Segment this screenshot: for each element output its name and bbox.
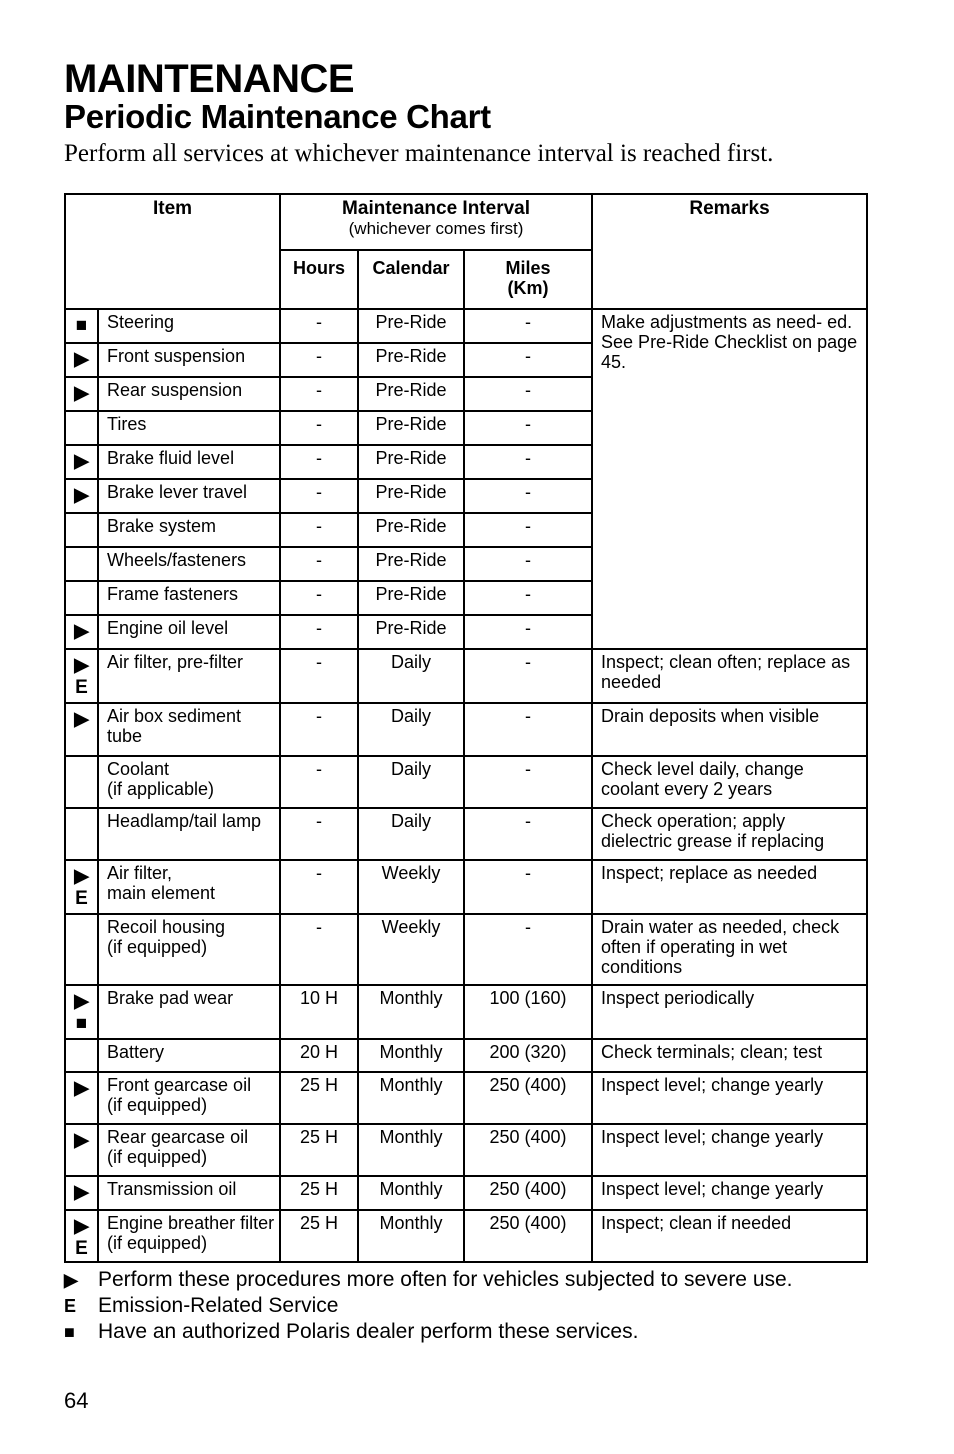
row-remarks: Inspect; replace as needed xyxy=(592,860,867,914)
row-calendar: Pre-Ride xyxy=(358,615,464,649)
row-hours: - xyxy=(280,860,358,914)
row-calendar: Pre-Ride xyxy=(358,377,464,411)
row-miles: 250 (400) xyxy=(464,1210,592,1262)
row-remarks: Make adjustments as need- ed. See Pre-Ride Checklist on page 45. xyxy=(592,309,867,649)
row-item: Steering xyxy=(98,309,280,343)
row-miles: - xyxy=(464,860,592,914)
row-remarks: Check operation; apply dielectric grease if replacing xyxy=(592,808,867,860)
row-hours: 20 H xyxy=(280,1039,358,1072)
row-calendar: Daily xyxy=(358,756,464,808)
row-item: Battery xyxy=(98,1039,280,1072)
row-item: Brake lever travel xyxy=(98,479,280,513)
row-miles: 250 (400) xyxy=(464,1124,592,1176)
row-calendar: Daily xyxy=(358,703,464,756)
row-calendar: Pre-Ride xyxy=(358,547,464,581)
row-remarks: Inspect; clean if needed xyxy=(592,1210,867,1262)
row-item: Headlamp/tail lamp xyxy=(98,808,280,860)
header-remarks: Remarks xyxy=(592,194,867,309)
row-hours: - xyxy=(280,547,358,581)
table-row xyxy=(65,914,867,985)
row-hours: - xyxy=(280,479,358,513)
legend-text: Have an authorized Polaris dealer perform these services. xyxy=(98,1320,639,1343)
table-row xyxy=(65,649,867,703)
row-miles: 100 (160) xyxy=(464,985,592,1039)
row-item: Front gearcase oil (if equipped) xyxy=(98,1072,280,1124)
row-hours: - xyxy=(280,615,358,649)
legend-symbol: ▶ xyxy=(64,1270,78,1290)
header-interval-note: (whichever comes first) xyxy=(348,219,524,238)
row-mark: ▶ xyxy=(74,1130,89,1151)
intro-text: Perform all services at whichever maintenance interval is reached first. xyxy=(64,140,774,167)
row-marks xyxy=(65,1072,98,1124)
row-miles: - xyxy=(464,479,592,513)
page-number: 64 xyxy=(64,1388,89,1413)
row-hours: - xyxy=(280,808,358,860)
header-hours: Hours xyxy=(280,250,358,309)
row-calendar: Monthly xyxy=(358,985,464,1039)
table-row xyxy=(65,756,867,808)
row-remarks: Inspect level; change yearly xyxy=(592,1176,867,1210)
row-miles: - xyxy=(464,411,592,445)
row-miles: 250 (400) xyxy=(464,1072,592,1124)
row-calendar: Daily xyxy=(358,649,464,703)
row-marks xyxy=(65,1176,98,1210)
row-marks xyxy=(65,756,98,808)
row-item: Recoil housing (if equipped) xyxy=(98,914,280,985)
row-mark: ▶ xyxy=(74,866,89,887)
row-marks xyxy=(65,547,98,581)
row-calendar: Pre-Ride xyxy=(358,343,464,377)
row-calendar: Weekly xyxy=(358,914,464,985)
table-row xyxy=(65,1124,867,1176)
row-hours: - xyxy=(280,703,358,756)
row-item: Brake system xyxy=(98,513,280,547)
row-marks xyxy=(65,513,98,547)
row-marks xyxy=(65,581,98,615)
row-marks xyxy=(65,615,98,649)
row-mark: ▶ xyxy=(74,451,89,472)
legend-symbol: E xyxy=(64,1296,77,1316)
row-marks xyxy=(65,445,98,479)
row-remarks: Drain water as needed, check often if operating in wet conditions xyxy=(592,914,867,985)
row-calendar: Monthly xyxy=(358,1176,464,1210)
row-miles: - xyxy=(464,445,592,479)
row-calendar: Monthly xyxy=(358,1210,464,1262)
row-mark: ▶ xyxy=(74,709,89,730)
row-remarks: Inspect periodically xyxy=(592,985,867,1039)
table-row xyxy=(65,703,867,756)
row-hours: 25 H xyxy=(280,1124,358,1176)
row-miles: 250 (400) xyxy=(464,1176,592,1210)
row-remarks: Inspect level; change yearly xyxy=(592,1124,867,1176)
maintenance-table xyxy=(64,193,868,1263)
row-remarks: Check terminals; clean; test xyxy=(592,1039,867,1072)
row-hours: 25 H xyxy=(280,1210,358,1262)
row-marks xyxy=(65,343,98,377)
row-item: Tires xyxy=(98,411,280,445)
row-mark: E xyxy=(75,888,88,909)
row-item: Frame fasteners xyxy=(98,581,280,615)
row-mark: ■ xyxy=(75,315,88,336)
row-calendar: Monthly xyxy=(358,1072,464,1124)
row-item: Transmission oil xyxy=(98,1176,280,1210)
row-hours: 25 H xyxy=(280,1176,358,1210)
row-calendar: Pre-Ride xyxy=(358,513,464,547)
row-marks xyxy=(65,377,98,411)
row-marks xyxy=(65,985,98,1039)
header-item: Item xyxy=(65,194,280,309)
row-calendar: Pre-Ride xyxy=(358,581,464,615)
row-mark: ▶ xyxy=(74,621,89,642)
row-hours: - xyxy=(280,756,358,808)
row-marks xyxy=(65,1210,98,1262)
row-remarks: Inspect level; change yearly xyxy=(592,1072,867,1124)
row-remarks: Check level daily, change coolant every 2 years xyxy=(592,756,867,808)
row-miles: - xyxy=(464,547,592,581)
row-miles: - xyxy=(464,309,592,343)
header-miles-label: Miles (Km) xyxy=(505,258,551,298)
row-item: Air filter, pre-filter xyxy=(98,649,280,703)
row-marks xyxy=(65,703,98,756)
header-maintenance-interval xyxy=(280,194,592,250)
row-mark: ■ xyxy=(75,1013,88,1034)
row-item: Front suspension xyxy=(98,343,280,377)
row-item: Brake fluid level xyxy=(98,445,280,479)
row-marks xyxy=(65,1124,98,1176)
row-item: Rear suspension xyxy=(98,377,280,411)
section-title: MAINTENANCE xyxy=(64,57,355,101)
legend-symbol: ■ xyxy=(64,1322,75,1342)
row-mark: ▶ xyxy=(74,655,89,676)
row-miles: - xyxy=(464,808,592,860)
row-marks xyxy=(65,309,98,343)
table-row xyxy=(65,1039,867,1072)
row-miles: 200 (320) xyxy=(464,1039,592,1072)
row-calendar: Monthly xyxy=(358,1039,464,1072)
row-hours: 25 H xyxy=(280,1072,358,1124)
row-miles: - xyxy=(464,343,592,377)
row-miles: - xyxy=(464,615,592,649)
row-marks xyxy=(65,1039,98,1072)
row-calendar: Pre-Ride xyxy=(358,411,464,445)
row-mark: ▶ xyxy=(74,1182,89,1203)
row-calendar: Monthly xyxy=(358,1124,464,1176)
row-hours: 10 H xyxy=(280,985,358,1039)
row-marks xyxy=(65,914,98,985)
row-item: Engine breather filter (if equipped) xyxy=(98,1210,280,1262)
table-row xyxy=(65,309,867,343)
legend-text: Emission-Related Service xyxy=(98,1294,339,1317)
table-row xyxy=(65,1072,867,1124)
row-miles: - xyxy=(464,756,592,808)
row-hours: - xyxy=(280,445,358,479)
row-marks xyxy=(65,411,98,445)
table-row xyxy=(65,985,867,1039)
row-calendar: Pre-Ride xyxy=(358,445,464,479)
row-mark: ▶ xyxy=(74,1078,89,1099)
row-item: Coolant (if applicable) xyxy=(98,756,280,808)
row-miles: - xyxy=(464,649,592,703)
row-hours: - xyxy=(280,309,358,343)
table-row xyxy=(65,808,867,860)
chart-title: Periodic Maintenance Chart xyxy=(64,98,491,135)
row-hours: - xyxy=(280,649,358,703)
row-remarks: Drain deposits when visible xyxy=(592,703,867,756)
row-marks xyxy=(65,808,98,860)
row-mark: E xyxy=(75,1238,88,1259)
table-row xyxy=(65,1210,867,1262)
row-calendar: Pre-Ride xyxy=(358,309,464,343)
row-hours: - xyxy=(280,581,358,615)
row-hours: - xyxy=(280,377,358,411)
row-item: Brake pad wear xyxy=(98,985,280,1039)
row-calendar: Pre-Ride xyxy=(358,479,464,513)
header-interval-label: Maintenance Interval xyxy=(342,198,530,219)
row-miles: - xyxy=(464,914,592,985)
row-marks xyxy=(65,479,98,513)
table-body xyxy=(65,309,867,1262)
row-mark: E xyxy=(75,677,88,698)
row-miles: - xyxy=(464,703,592,756)
table-row xyxy=(65,1176,867,1210)
row-hours: - xyxy=(280,411,358,445)
row-miles: - xyxy=(464,581,592,615)
row-calendar: Weekly xyxy=(358,860,464,914)
row-mark: ▶ xyxy=(74,383,89,404)
row-marks xyxy=(65,649,98,703)
row-miles: - xyxy=(464,377,592,411)
row-mark: ▶ xyxy=(74,485,89,506)
table-row xyxy=(65,860,867,914)
row-marks xyxy=(65,860,98,914)
row-item: Air filter, main element xyxy=(98,860,280,914)
row-mark: ▶ xyxy=(74,1216,89,1237)
row-mark: ▶ xyxy=(74,349,89,370)
row-remarks: Inspect; clean often; replace as needed xyxy=(592,649,867,703)
header-miles xyxy=(464,250,592,309)
row-item: Rear gearcase oil (if equipped) xyxy=(98,1124,280,1176)
row-hours: - xyxy=(280,914,358,985)
row-hours: - xyxy=(280,513,358,547)
row-mark: ▶ xyxy=(74,991,89,1012)
row-miles: - xyxy=(464,513,592,547)
row-hours: - xyxy=(280,343,358,377)
row-item: Engine oil level xyxy=(98,615,280,649)
legend-text: Perform these procedures more often for vehicles subjected to severe use. xyxy=(98,1268,793,1291)
row-calendar: Daily xyxy=(358,808,464,860)
row-item: Wheels/fasteners xyxy=(98,547,280,581)
header-calendar: Calendar xyxy=(358,250,464,309)
row-item: Air box sediment tube xyxy=(98,703,280,756)
